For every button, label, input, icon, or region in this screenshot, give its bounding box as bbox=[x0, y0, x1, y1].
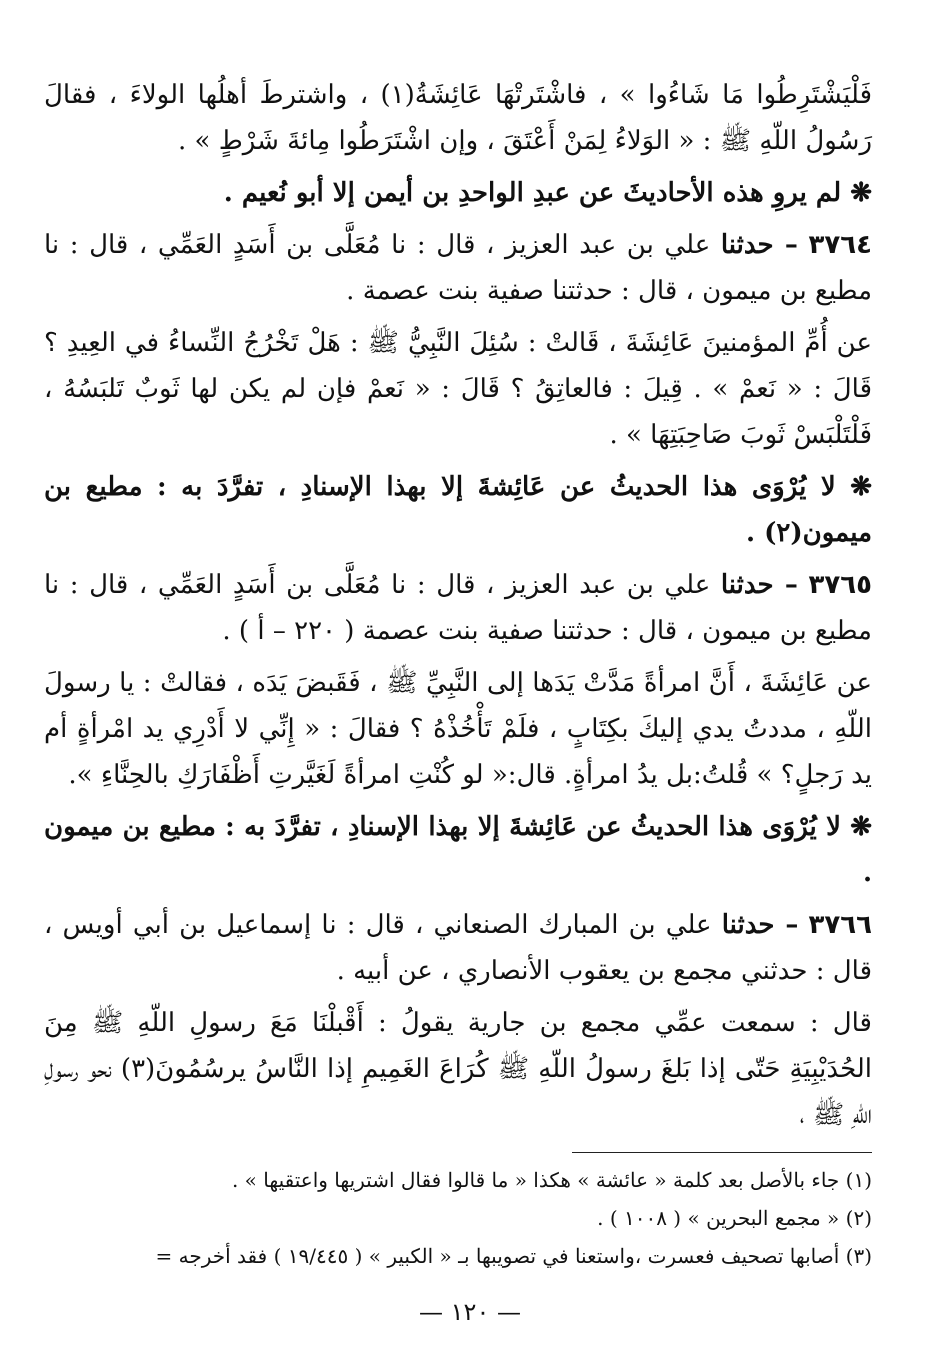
hadith-chain: علي بن المبارك الصنعاني ، قال : نا إسماعيل بن أبي أويس ، قال : حدثني مجمع بن يعقوب الأنصاري ، عن أبيه . bbox=[44, 910, 872, 986]
hadith-3765 bbox=[44, 562, 872, 654]
hadith-number: ٣٧٦٥ bbox=[808, 570, 873, 600]
comment-paragraph-3: ❋ لا يُرْوَى هذا الحديثُ عن عَائِشةَ إلا بهذا الإسنادِ ، تفرَّدَ به : مطيع بن ميمون . bbox=[44, 812, 872, 888]
footnote-1: (١) جاء بالأصل بعد كلمة « عائشة » هكذا « ما قالوا فقال اشتريها واعتقيها » . bbox=[231, 1168, 872, 1192]
text-paragraph-3: عن عَائِشَةَ ، أَنَّ امرأةً مَدَّتْ يَدَها إلى النَّبِيِّ ﷺ ، فَقَبضَ يَدَه ، فقالتْ : يا رسولَ اللّهِ ، مددتُ يدي إليكَ بكِتَابٍ ، فلَمْ تَأْخُذْهُ ؟ فقالَ : « إِنِّي لا أَدْرِي يد امْرأةٍ أم يد رَجلٍ؟ » قُلتُ:بل يدُ امرأةٍ. قال:« لو كُنْتِ امرأةً لَغَيَّرتِ أَظْفَارَكِ بالحِنَّاءِ ». bbox=[44, 668, 872, 790]
hadith-chain: علي بن عبد العزيز ، قال : نا مُعَلَّى بن أَسَدٍ العَمِّي ، قال : نا مطيع بن ميمون ، قال : حدثتنا صفية بنت عصمة . bbox=[44, 230, 872, 306]
comment-paragraph-1: ❋ لم يروِ هذه الأحاديثَ عن عبدِ الواحدِ بن أيمن إلا أبو نُعيم . bbox=[223, 178, 872, 208]
hadith-number: ٣٧٦٦ bbox=[808, 910, 872, 940]
hadith-label: – حدثنا bbox=[720, 230, 798, 260]
hadith-label: – حدثنا bbox=[721, 910, 799, 940]
footnote-2: (٢) « مجمع البحرين » ( ١٠٠٨ ) . bbox=[597, 1206, 872, 1230]
hadith-number: ٣٧٦٤ bbox=[808, 230, 873, 260]
hadith-chain: علي بن عبد العزيز ، قال : نا مُعَلَّى بن أَسَدٍ العَمِّي ، قال : نا مطيع بن ميمون ، قال : حدثتنا صفية بنت عصمة ( ٢٢٠ – أ ) . bbox=[44, 570, 872, 646]
hadith-3766 bbox=[44, 902, 872, 994]
text-paragraph-1: فَلْيَشْتَرِطُوا مَا شَاءُوا » ، فاشْتَرتْهَا عَائِشَةُ(١) ، واشترطَ أهلُها الولاءَ ، فقالَ رَسُولُ اللّهِ ﷺ : « الوَلاءُ لِمَنْ أَعْتَقَ ، وإن اشْتَرَطُوا مِائةَ شَرْطٍ » . bbox=[44, 80, 872, 156]
hadith-3764 bbox=[44, 222, 872, 314]
text-paragraph-4: قال : سمعت عمِّي مجمع بن جارية يقولُ : أَقْبلْنَا مَعَ رسولِ اللّهِ ﷺ مِنَ الحُدَيْبِيَةِ حَتّى إذا بَلغَ رسولُ اللّهِ ﷺ كُرَاعَ الغَمِيمِ إذا النَّاسُ يرسُمُونَ(٣) نحو رسولِ اللّهِ ﷺ ، bbox=[44, 1008, 872, 1130]
page-number: — ١٢٠ — bbox=[419, 1298, 521, 1326]
comment-paragraph-2: ❋ لا يُرْوَى هذا الحديثُ عن عَائِشةَ إلا بهذا الإسنادِ ، تفرَّدَ به : مطيع بن ميمون(٢) . bbox=[44, 472, 872, 548]
text-paragraph-2: عن أُمِّ المؤمنينَ عَائِشَةَ ، قَالتْ : سُئِلَ النَّبِيُّ ﷺ : هَلْ تَخْرُجُ النِّساءُ في العِيدِ ؟ قَالَ : « نَعمْ » . قِيلَ : فالعاتِقُ ؟ قَالَ : « نَعمْ فإن لم يكن لها ثَوبٌ تَلبَسُهُ ، فَلْتَلْبَسْ ثَوبَ صَاحِبَتِهَا » . bbox=[44, 328, 872, 450]
hadith-label: – حدثنا bbox=[720, 570, 798, 600]
footnote-separator bbox=[572, 1152, 872, 1153]
footnote-3: (٣) أصابها تصحيف فعسرت ،واستعنا في تصويبها بـ « الكبير » ( ١٩/٤٤٥ ) فقد أخرجه = bbox=[155, 1244, 872, 1268]
